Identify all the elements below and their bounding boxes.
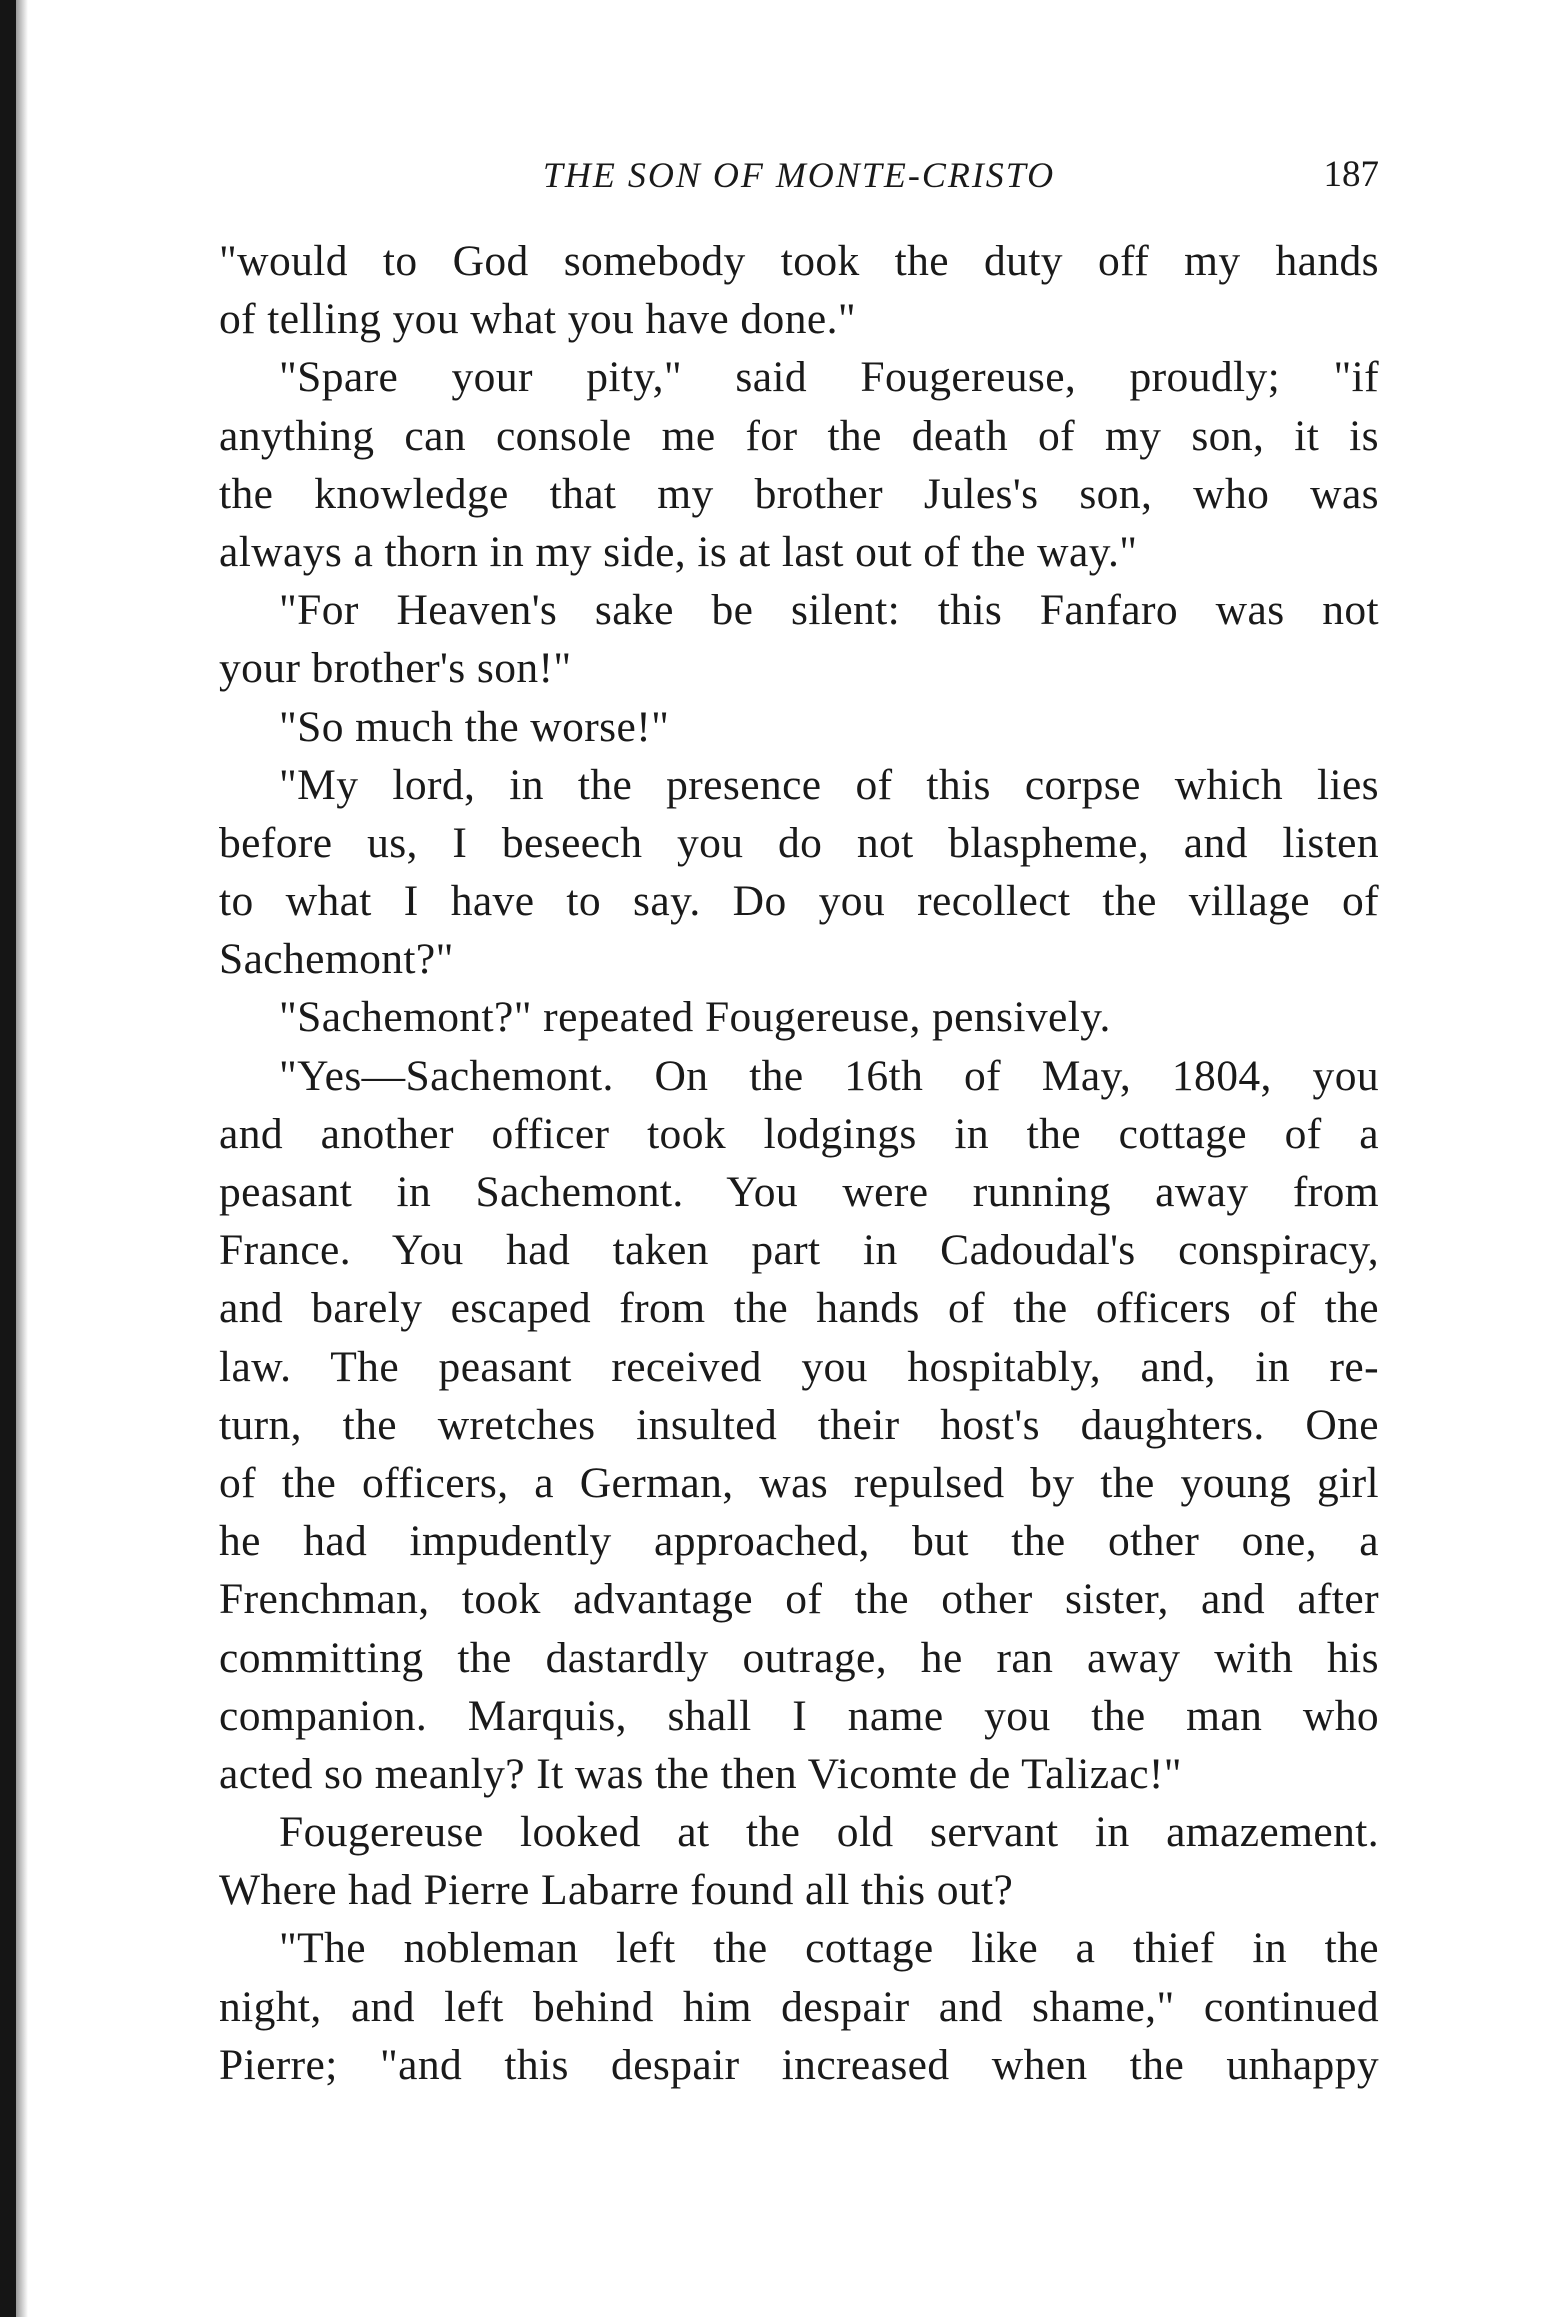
text-line: "So much the worse!": [279, 702, 670, 751]
text-line: to what I have to say. Do you recollect the village of: [219, 877, 1379, 926]
text-line: anything can console me for the death of my son, it is: [219, 411, 1379, 460]
text-line: law. The peasant received you hospitably, and, in re-: [219, 1342, 1379, 1391]
binding-shadow: [16, 0, 28, 2317]
book-binding-edge: [0, 0, 16, 2317]
running-title: THE SON OF MONTE-CRISTO: [542, 155, 1056, 195]
text-line: turn, the wretches insulted their host's daughters. One: [219, 1400, 1379, 1449]
text-line: "For Heaven's sake be silent: this Fanfaro was not: [279, 586, 1379, 635]
text-line: "The nobleman left the cottage like a thief in the: [279, 1924, 1379, 1973]
text-line: "Sachemont?" repeated Fougereuse, pensively.: [279, 993, 1111, 1042]
text-line: Frenchman, took advantage of the other sister, and after: [219, 1575, 1379, 1624]
text-line: acted so meanly? It was the then Vicomte de Talizac!": [219, 1749, 1182, 1798]
text-line: France. You had taken part in Cadoudal's conspiracy,: [219, 1226, 1379, 1275]
text-line: peasant in Sachemont. You were running away from: [219, 1168, 1379, 1216]
text-line: companion. Marquis, shall I name you the man who: [219, 1691, 1379, 1740]
text-line: Sachemont?": [219, 935, 454, 984]
text-line: "would to God somebody took the duty off my hands: [219, 237, 1379, 285]
text-line: "Spare your pity," said Fougereuse, proudly; "if: [279, 353, 1379, 402]
text-line: Where had Pierre Labarre found all this out?: [219, 1866, 1014, 1915]
text-line: Fougereuse looked at the old servant in amazement.: [279, 1808, 1379, 1857]
text-line: committing the dastardly outrage, he ran away with his: [219, 1633, 1379, 1682]
text-line: always a thorn in my side, is at last out of the way.": [219, 527, 1138, 576]
text-line: Pierre; "and this despair increased when the unhappy: [219, 2040, 1379, 2089]
text-line: "Yes—Sachemont. On the 16th of May, 1804, you: [279, 1051, 1379, 1100]
page-number: 187: [1323, 154, 1379, 195]
text-line: before us, I beseech you do not blaspheme, and listen: [219, 818, 1379, 867]
text-line: night, and left behind him despair and shame," continued: [219, 1982, 1379, 2031]
text-line: of telling you what you have done.": [219, 295, 856, 344]
text-line: "My lord, in the presence of this corpse which lies: [279, 760, 1379, 809]
text-line: and barely escaped from the hands of the officers of the: [219, 1284, 1379, 1333]
text-line: he had impudently approached, but the other one, a: [219, 1517, 1379, 1566]
text-line: your brother's son!": [219, 644, 572, 693]
text-line: and another officer took lodgings in the cottage of a: [219, 1109, 1379, 1158]
body-text: [219, 232, 1379, 2094]
text-line: of the officers, a German, was repulsed by the young girl: [219, 1458, 1379, 1507]
page-header: [219, 150, 1379, 200]
text-line: the knowledge that my brother Jules's son, who was: [219, 469, 1379, 518]
